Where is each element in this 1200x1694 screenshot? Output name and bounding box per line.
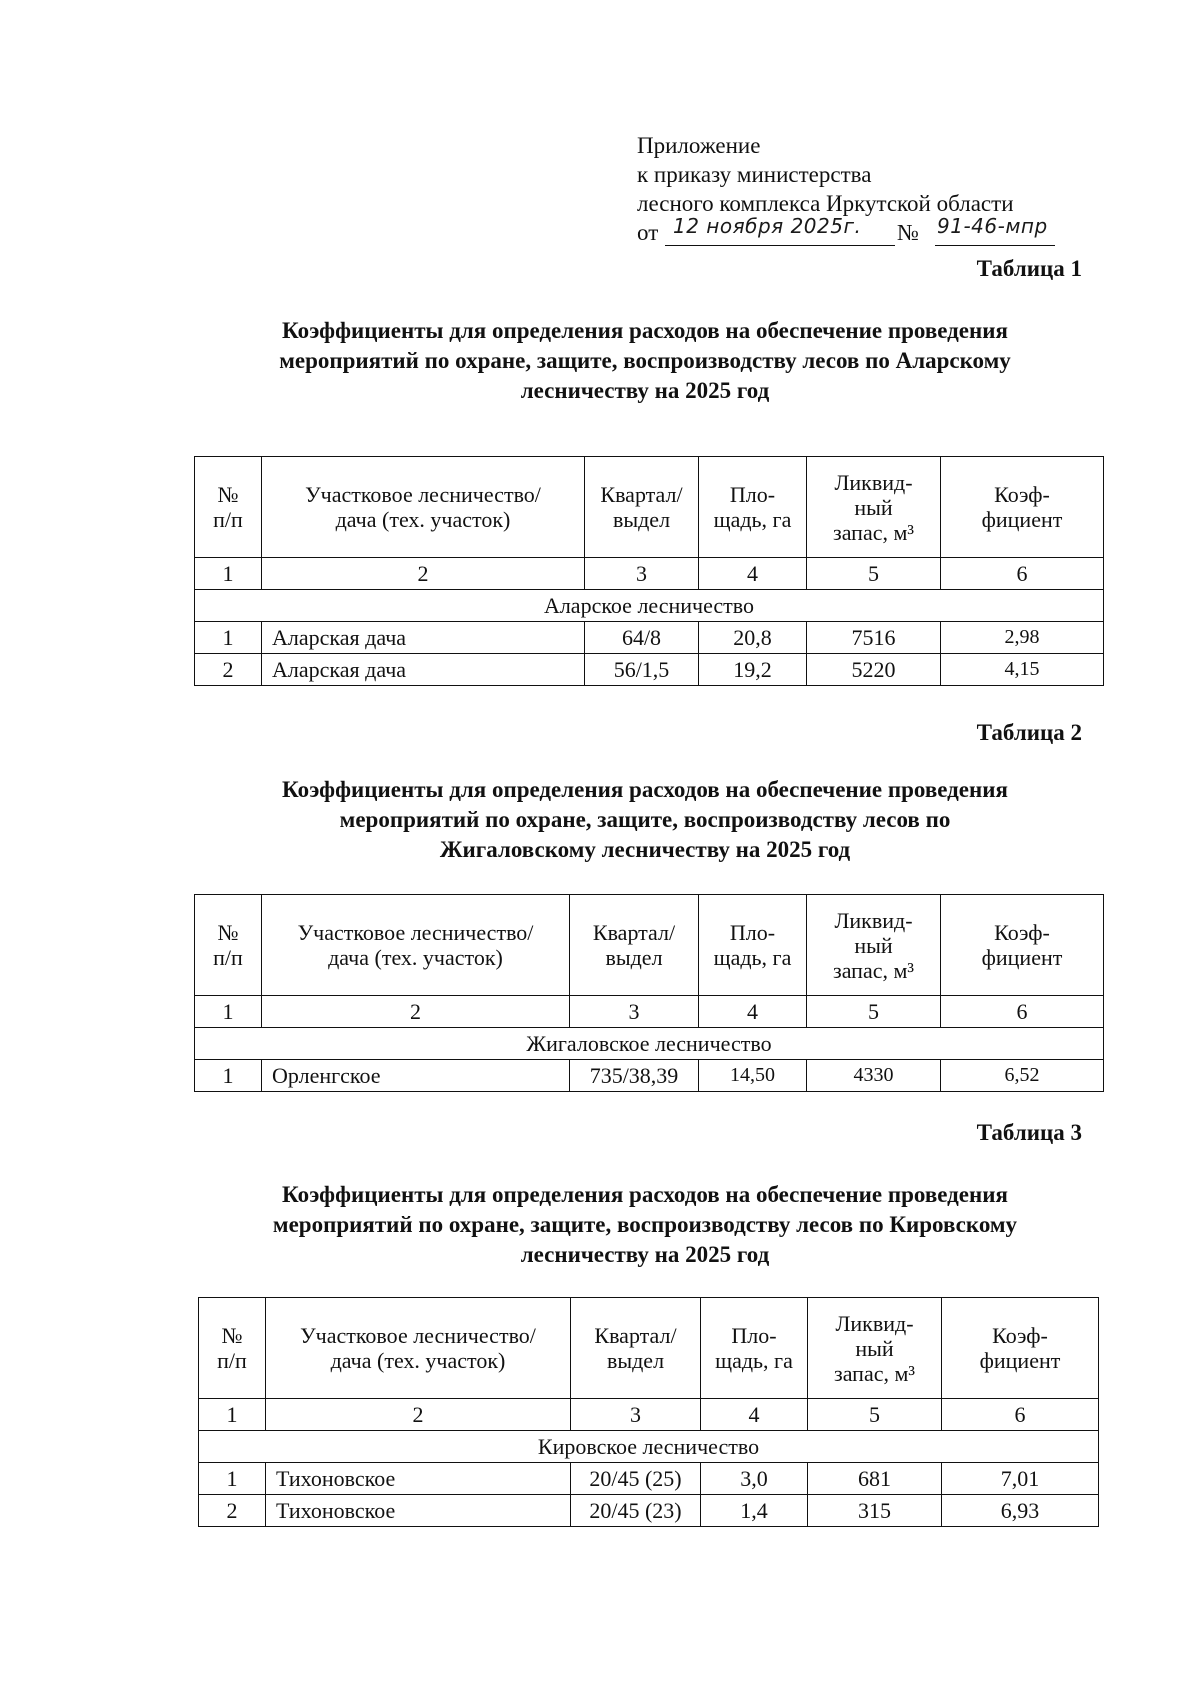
section-row: [199, 1431, 1099, 1463]
header-quarter: Квартал/ выдел: [585, 457, 699, 558]
cell-forestry: Тихоновское: [266, 1463, 571, 1495]
column-number: 3: [570, 996, 699, 1028]
column-number: 6: [942, 1399, 1099, 1431]
table-header-row: [199, 1298, 1099, 1399]
table-2-label: Таблица 2: [976, 720, 1082, 745]
ot-label: от: [637, 220, 659, 245]
table-3-title-line: лесничеству на 2025 год: [520, 1242, 770, 1267]
section-title: Жигаловское лесничество: [195, 1028, 1104, 1060]
column-number: 4: [699, 558, 807, 590]
table-row: [199, 1495, 1099, 1527]
column-numbers-row: [195, 996, 1104, 1028]
cell-forestry: Аларская дача: [262, 654, 585, 686]
cell-number: 1: [195, 622, 262, 654]
table-2-title-line: Жигаловскому лесничеству на 2025 год: [439, 837, 851, 862]
table-1-label: Таблица 1: [976, 256, 1082, 281]
cell-quarter: 20/45 (23): [571, 1495, 701, 1527]
handwritten-date: 12 ноября 2025г.: [673, 214, 862, 238]
table-header-row: [195, 895, 1104, 996]
column-number: 3: [571, 1399, 701, 1431]
coefficients-table-2: [194, 894, 1104, 1092]
header-coefficient: Коэф- фициент: [941, 895, 1104, 996]
section-title: Кировское лесничество: [199, 1431, 1099, 1463]
column-number: 1: [195, 996, 262, 1028]
column-number: 5: [808, 1399, 942, 1431]
table-row: [195, 654, 1104, 686]
cell-quarter: 20/45 (25): [571, 1463, 701, 1495]
header-quarter: Квартал/ выдел: [570, 895, 699, 996]
column-numbers-row: [195, 558, 1104, 590]
cell-area: 19,2: [699, 654, 807, 686]
cell-quarter: 56/1,5: [585, 654, 699, 686]
header-number: № п/п: [199, 1298, 266, 1399]
header-area: Пло- щадь, га: [699, 895, 807, 996]
cell-forestry: Орленгское: [262, 1060, 570, 1092]
cell-stock: 5220: [807, 654, 941, 686]
table-row: [199, 1463, 1099, 1495]
appendix-line-1: Приложение: [637, 133, 761, 158]
column-number: 2: [262, 996, 570, 1028]
table-1-title-line: лесничеству на 2025 год: [520, 378, 770, 403]
column-number: 1: [199, 1399, 266, 1431]
table-2-title-line: мероприятий по охране, защите, воспроизводству лесов по: [339, 807, 951, 832]
coefficients-table-3: [198, 1297, 1099, 1527]
column-number: 4: [701, 1399, 808, 1431]
cell-area: 20,8: [699, 622, 807, 654]
cell-forestry: Аларская дача: [262, 622, 585, 654]
table-3-title-line: Коэффициенты для определения расходов на обеспечение проведения: [282, 1182, 1008, 1207]
cell-number: 1: [195, 1060, 262, 1092]
column-number: 4: [699, 996, 807, 1028]
appendix-line-2: к приказу министерства: [637, 162, 872, 187]
cell-forestry: Тихоновское: [266, 1495, 571, 1527]
column-number: 2: [262, 558, 585, 590]
coefficients-table-1: [194, 456, 1104, 686]
column-number: 3: [585, 558, 699, 590]
table-3-title-line: мероприятий по охране, защите, воспроизводству лесов по Кировскому: [272, 1212, 1018, 1237]
header-forestry: Участковое лесничество/ дача (тех. участок): [262, 457, 585, 558]
table-3-label: Таблица 3: [976, 1120, 1082, 1145]
cell-stock: 315: [808, 1495, 942, 1527]
header-stock: Ликвид- ный запас, м³: [807, 457, 941, 558]
cell-stock: 7516: [807, 622, 941, 654]
cell-coefficient: 7,01: [942, 1463, 1099, 1495]
column-number: 5: [807, 996, 941, 1028]
column-number: 6: [941, 996, 1104, 1028]
header-coefficient: Коэф- фициент: [942, 1298, 1099, 1399]
table-row: [195, 1060, 1104, 1092]
header-number: № п/п: [195, 895, 262, 996]
cell-area: 3,0: [701, 1463, 808, 1495]
cell-area: 14,50: [699, 1060, 807, 1092]
appendix-line-3: лесного комплекса Иркутской области: [637, 191, 1014, 216]
table-3-title: [180, 1180, 1110, 1270]
header-forestry: Участковое лесничество/ дача (тех. участок): [262, 895, 570, 996]
cell-stock: 4330: [807, 1060, 941, 1092]
number-sign: №: [897, 220, 919, 245]
column-number: 5: [807, 558, 941, 590]
column-number: 1: [195, 558, 262, 590]
cell-quarter: 735/38,39: [570, 1060, 699, 1092]
table-row: [195, 622, 1104, 654]
order-date-number-line: [637, 214, 1107, 248]
cell-number: 2: [199, 1495, 266, 1527]
header-number: № п/п: [195, 457, 262, 558]
column-number: 6: [941, 558, 1104, 590]
cell-quarter: 64/8: [585, 622, 699, 654]
header-coefficient: Коэф- фициент: [941, 457, 1104, 558]
cell-number: 2: [195, 654, 262, 686]
table-2-title-line: Коэффициенты для определения расходов на обеспечение проведения: [282, 777, 1008, 802]
header-stock: Ликвид- ный запас, м³: [808, 1298, 942, 1399]
number-underline: [935, 245, 1055, 246]
cell-coefficient: 6,52: [941, 1060, 1104, 1092]
header-quarter: Квартал/ выдел: [571, 1298, 701, 1399]
header-area: Пло- щадь, га: [699, 457, 807, 558]
cell-stock: 681: [808, 1463, 942, 1495]
table-1-title-line: Коэффициенты для определения расходов на обеспечение проведения: [282, 318, 1008, 343]
cell-coefficient: 4,15: [941, 654, 1104, 686]
appendix-header: [637, 131, 1107, 248]
column-number: 2: [266, 1399, 571, 1431]
cell-number: 1: [199, 1463, 266, 1495]
date-underline: [665, 245, 895, 246]
column-numbers-row: [199, 1399, 1099, 1431]
section-row: [195, 590, 1104, 622]
header-forestry: Участковое лесничество/ дача (тех. участок): [266, 1298, 571, 1399]
cell-area: 1,4: [701, 1495, 808, 1527]
cell-coefficient: 6,93: [942, 1495, 1099, 1527]
header-stock: Ликвид- ный запас, м³: [807, 895, 941, 996]
table-2-title: [180, 775, 1110, 865]
section-row: [195, 1028, 1104, 1060]
handwritten-number: 91-46-мпр: [937, 214, 1048, 238]
table-header-row: [195, 457, 1104, 558]
table-1-title: [180, 316, 1110, 406]
cell-coefficient: 2,98: [941, 622, 1104, 654]
table-1-title-line: мероприятий по охране, защите, воспроизводству лесов по Аларскому: [279, 348, 1011, 373]
header-area: Пло- щадь, га: [701, 1298, 808, 1399]
section-title: Аларское лесничество: [195, 590, 1104, 622]
